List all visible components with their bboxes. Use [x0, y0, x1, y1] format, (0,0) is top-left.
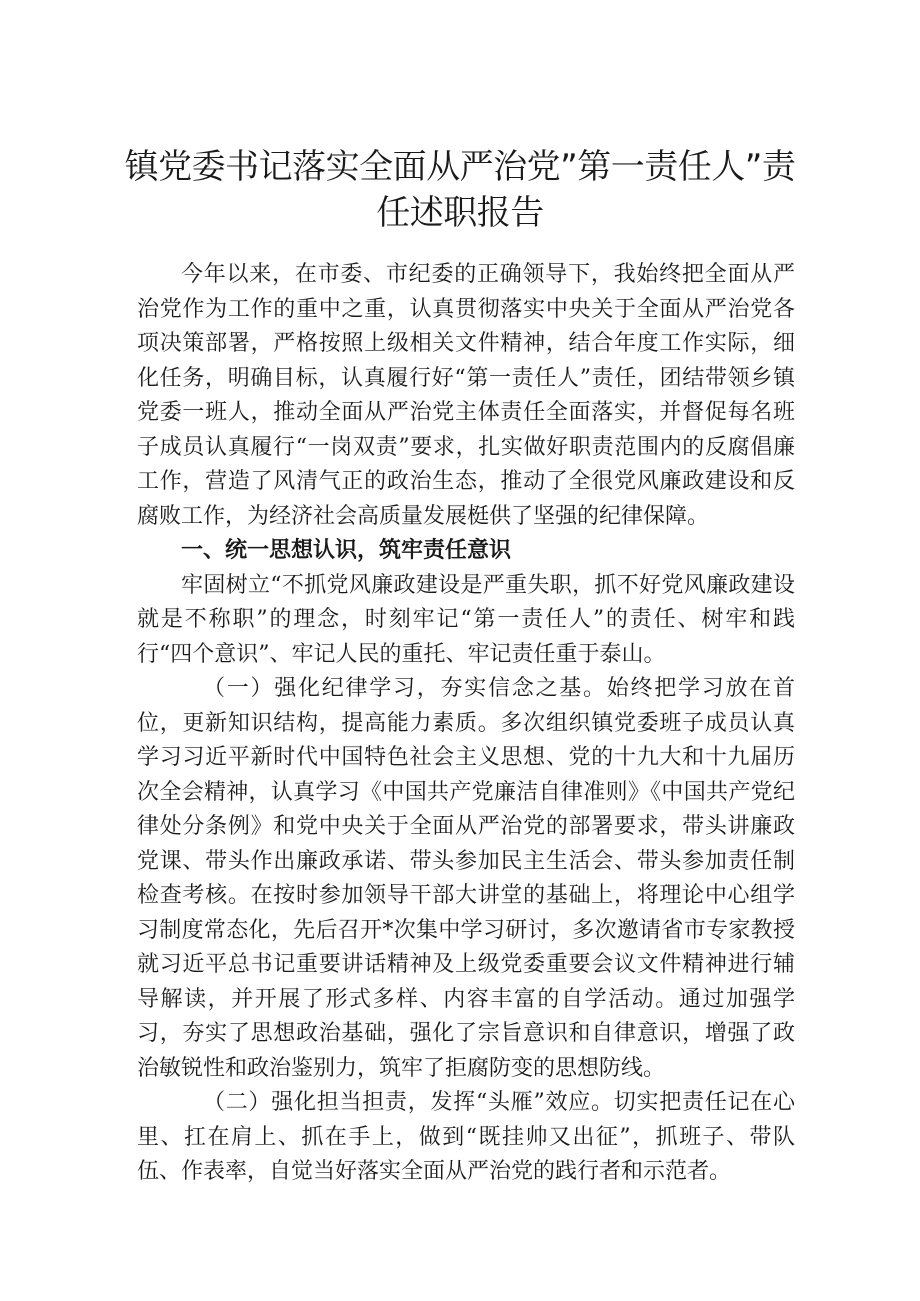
document-title: 镇党委书记落实全面从严治党”第一责任人”责任述职报告 [124, 147, 796, 233]
intro-paragraph: 今年以来，在市委、市纪委的正确领导下，我始终把全面从严治党作为工作的重中之重，认真贯彻落实中央关于全面从严治党各项决策部署，严格按照上级相关文件精神，结合年度工作实际，细化任务，明确目标，认真履行好“第一责任人”责任，团结带领乡镇党委一班人，推动全面从严治党主体责任全面落实，并督促每名班子成员认真履行“一岗双责”要求，扎实做好职责范围内的反腐倡廉工作，营造了风清气正的政治生态，推动了全很党风廉政建设和反腐败工作，为经济社会高质量发展梃供了坚强的纪律保障。 [137, 262, 795, 529]
subsection-paragraph-2: （二）强化担当担责，发挥“头雁”效应。切实把责任记在心里、扛在肩上、抓在手上，做到“既挂帅又出征”，抓班子、带队伍、作表率，自觉当好落实全面从严治党的践行者和示范者。 [137, 1090, 795, 1184]
section-paragraph: 牢固树立“不抓党风廉政建设是严重失职，抓不好党风廉政建设就是不称职”的理念，时刻牢记“第一责任人”的责任、树牢和践行“四个意识”、牢记人民的重托、牢记责任重于泰山。 [137, 572, 795, 667]
document-body [137, 258, 795, 1190]
section-heading: 一、统一思想认识，筑牢责任意识 [181, 538, 512, 563]
subsection-paragraph-1: （一）强化纪律学习，夯实信念之基。始终把学习放在首位，更新知识结构，提高能力素质。多次组织镇党委班子成员认真学习习近平新时代中国特色社会主义思想、党的十九大和十九届历次全会精神，认真学习《中国共产党廉洁自律准则》《中国共产党纪律处分条例》和党中央关于全面从严治党的部署要求，带头讲廉政党课、带头作出廉政承诺、带头参加民主生活会、带头参加责任制检查考核。在按时参加领导干部大讲堂的基础上，将理论中心组学习制度常态化，先后召开*次集中学习研讨，多次邀请省市专家教授就习近平总书记重要讲话精神及上级党委重要会议文件精神进行辅导解读，并开展了形式多样、内容丰富的自学活动。通过加强学习，夯实了思想政治基础，强化了宗旨意识和自律意识，增强了政治敏锐性和政治鉴别力，筑牢了拒腐防变的思想防线。 [137, 676, 795, 1081]
